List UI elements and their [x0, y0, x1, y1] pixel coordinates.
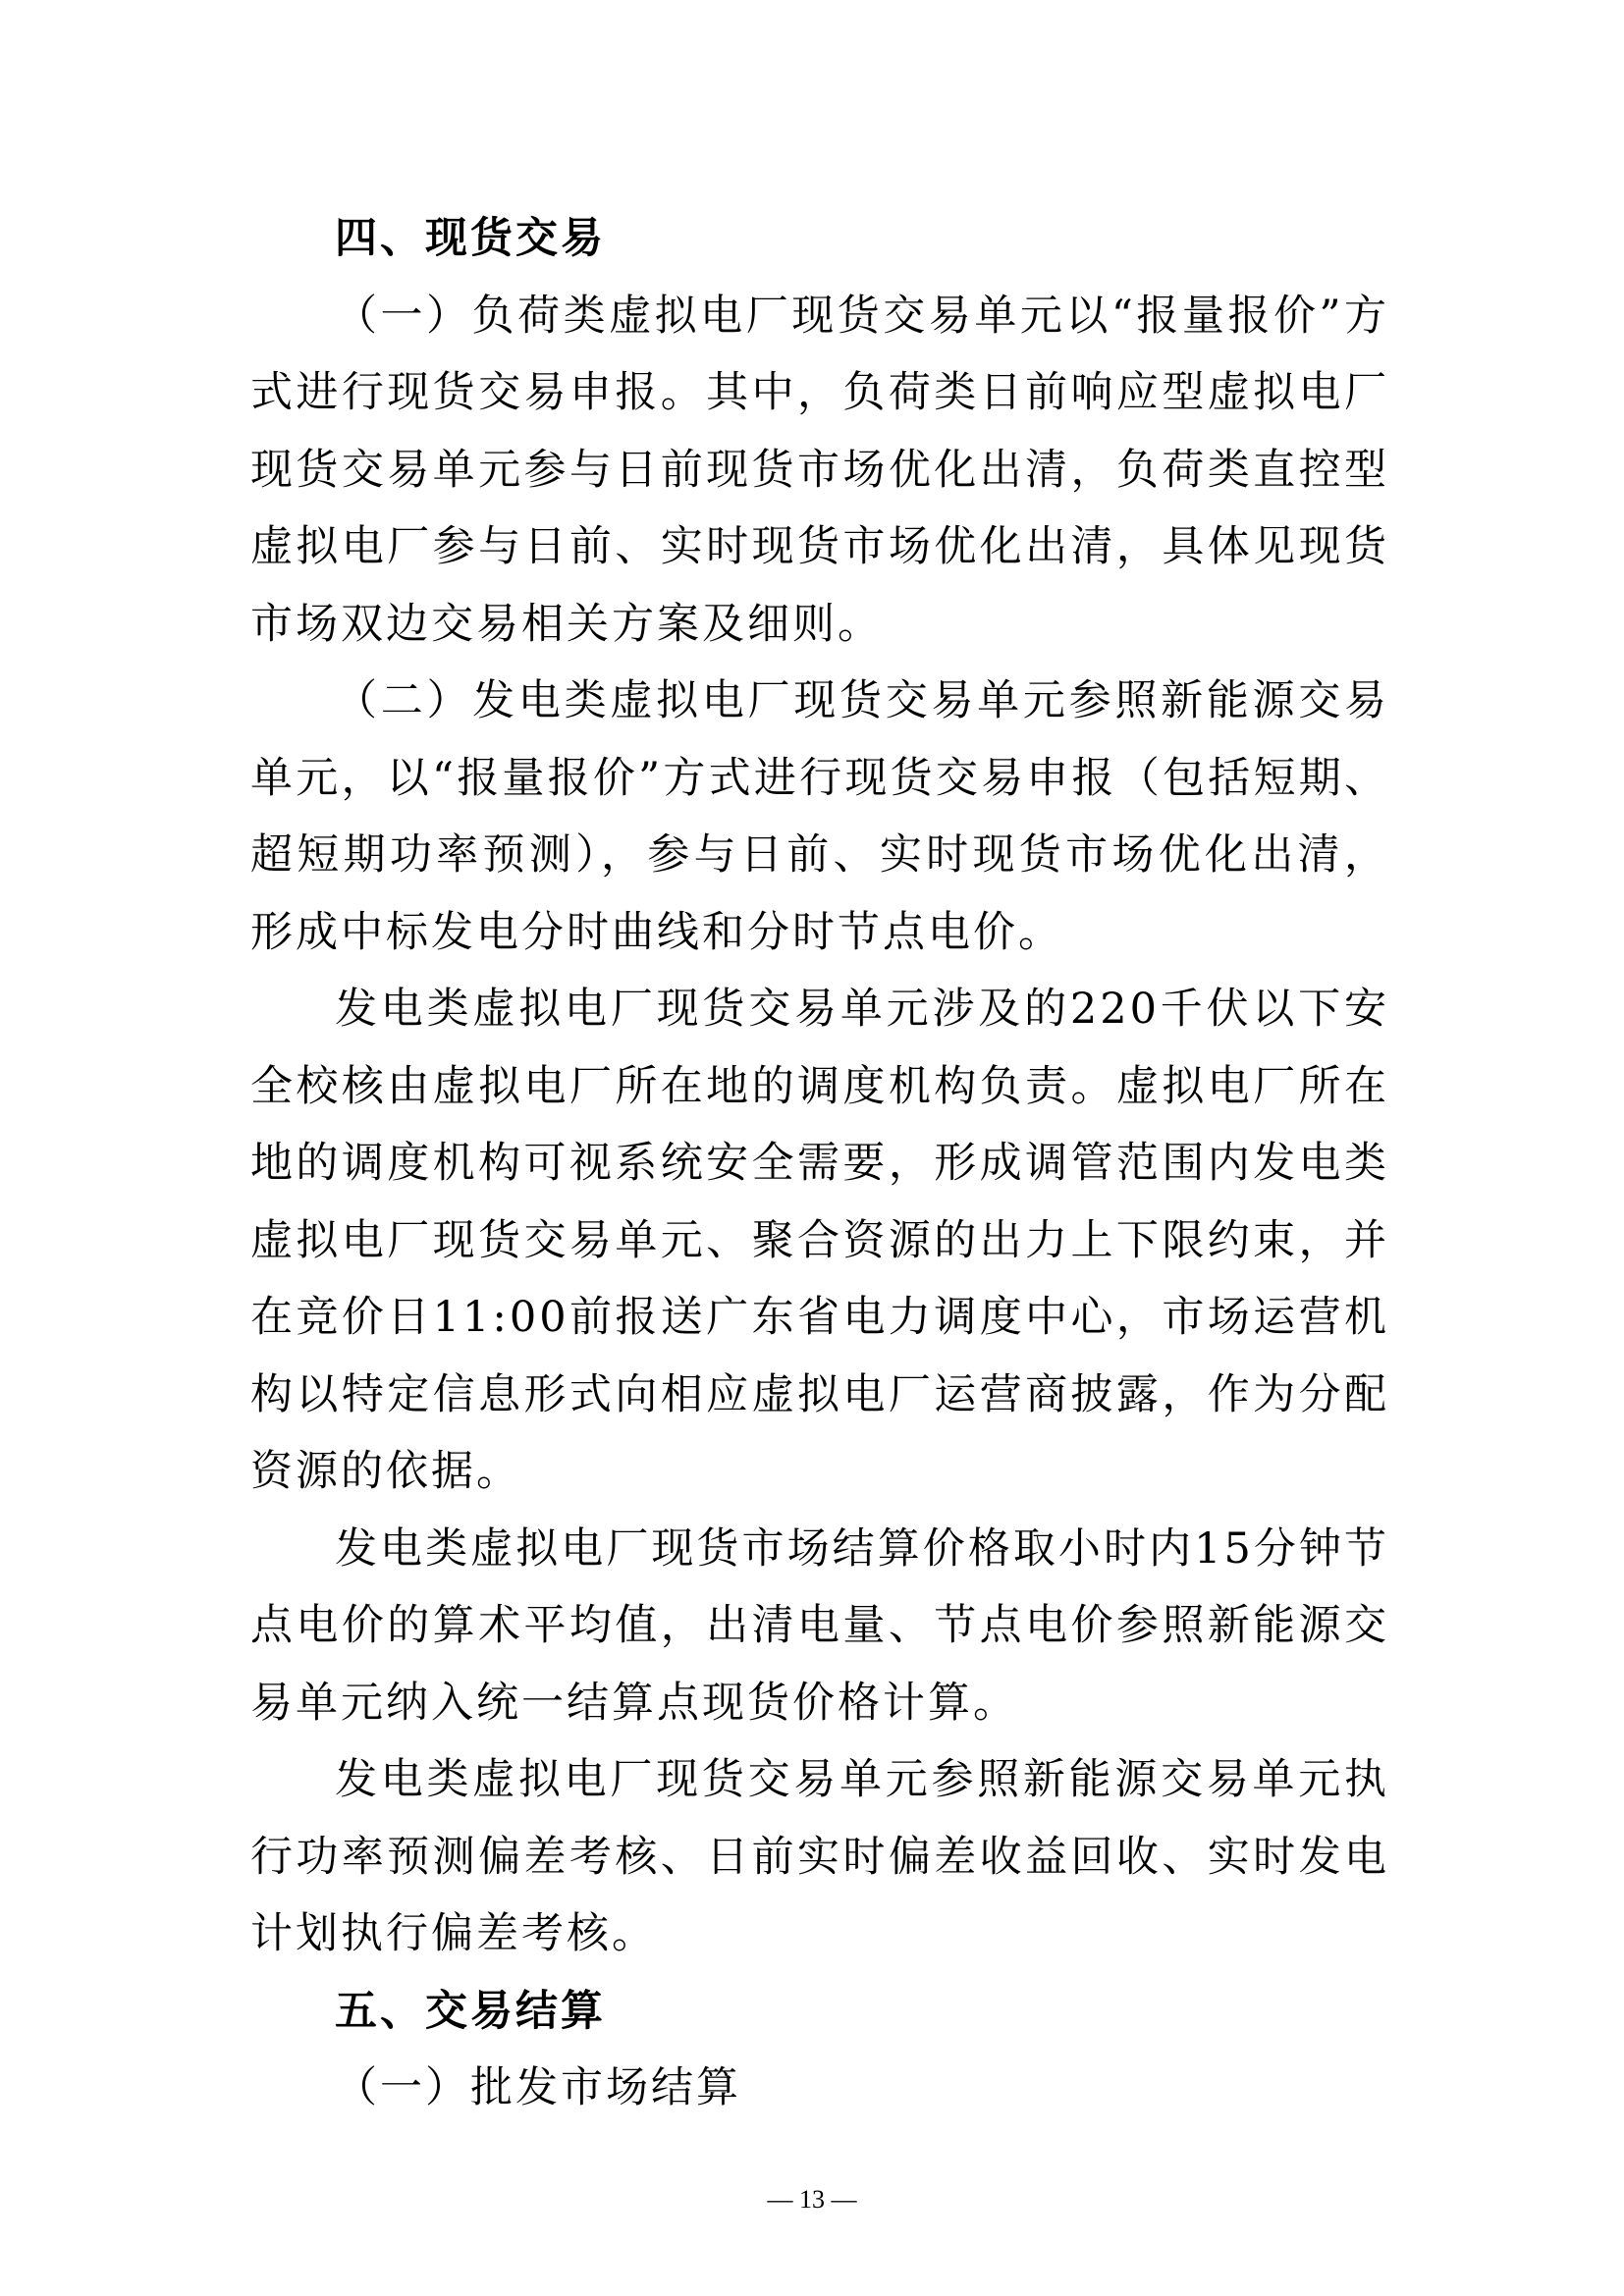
paragraph-deviation-assessment: 发电类虚拟电厂现货交易单元参照新能源交易单元执行功率预测偏差考核、日前实时偏差收益回收、实时发电计划执行偏差考核。: [250, 1755, 1389, 1958]
page-number: — 13 —: [767, 2185, 857, 2214]
paragraph-settlement-price: 发电类虚拟电厂现货市场结算价格取小时内15分钟节点电价的算术平均值，出清电量、节点电价参照新能源交易单元纳入统一结算点现货价格计算。: [250, 1523, 1389, 1728]
section-heading-settlement: 五、交易结算: [335, 1986, 606, 2036]
paragraph-load-vpp-spot: （一）负荷类虚拟电厂现货交易单元以“报量报价”方式进行现货交易申报。其中，负荷类日前响应型虚拟电厂现货交易单元参与日前现货市场优化出清，负荷类直控型虚拟电厂参与日前、实时现货市场优化出清，具体见现货市场双边交易相关方案及细则。: [250, 291, 1389, 649]
subheading-wholesale-settlement: （一）批发市场结算: [335, 2063, 741, 2112]
paragraph-generation-vpp-spot: （二）发电类虚拟电厂现货交易单元参照新能源交易单元，以“报量报价”方式进行现货交易申报（包括短期、超短期功率预测），参与日前、实时现货市场优化出清，形成中标发电分时曲线和分时节点电价。: [250, 676, 1389, 957]
section-heading-spot-trading: 四、现货交易: [335, 214, 606, 263]
paragraph-security-check: 发电类虚拟电厂现货交易单元涉及的220千伏以下安全校核由虚拟电厂所在地的调度机构负责。虚拟电厂所在地的调度机构可视系统安全需要，形成调管范围内发电类虚拟电厂现货交易单元、聚合资源的出力上下限约束，并在竞价日11:00前报送广东省电力调度中心，市场运营机构以特定信息形式向相应虚拟电厂运营商披露，作为分配资源的依据。: [250, 985, 1389, 1496]
document-body: [250, 200, 1389, 2127]
